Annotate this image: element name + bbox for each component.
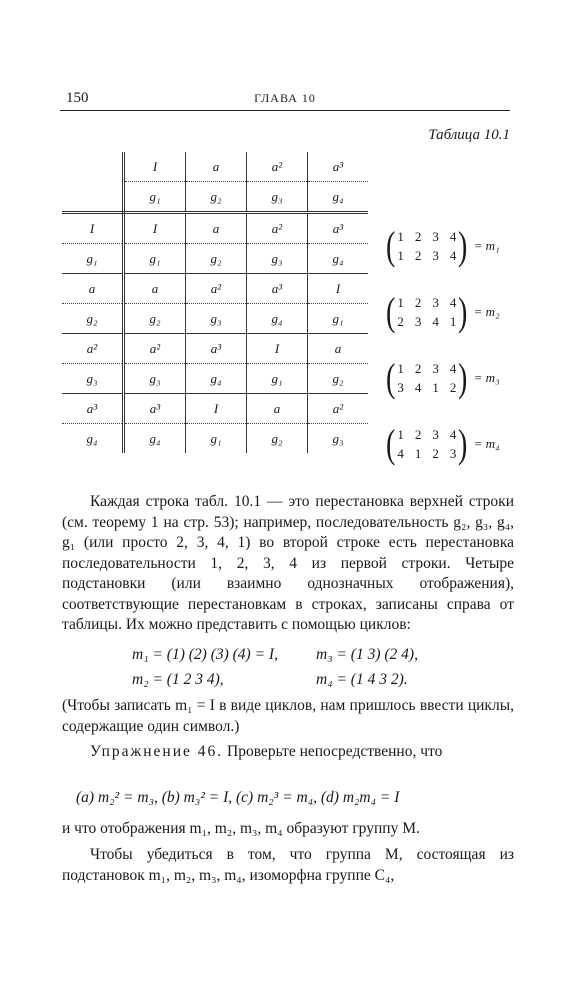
table-cell: g₄ — [186, 364, 247, 394]
page-header — [60, 88, 510, 111]
table-caption: Таблица 10.1 — [428, 127, 510, 143]
permutation-entry: 1 — [414, 445, 422, 461]
table-row-label: a — [62, 274, 124, 304]
permutation-row-top — [397, 361, 456, 377]
permutation-name: = m₁ — [473, 238, 500, 253]
table-row-label: a² — [62, 334, 124, 364]
right-paren: ) — [458, 223, 468, 268]
permutation-matrix — [384, 289, 500, 334]
table-cell: g₁ — [247, 364, 308, 394]
exercise-conclusion: и что отображения m₁, m₂, m₃, m₄ образуют группу M. — [62, 820, 420, 837]
permutation-rows — [397, 229, 456, 264]
table-cell: g₁ — [124, 244, 186, 274]
table-header-cell: g₄ — [308, 182, 369, 213]
table-cell: g₂ — [124, 304, 186, 334]
permutation-entry: 4 — [449, 228, 457, 244]
permutation-row-top — [397, 427, 456, 443]
table-cell: a² — [124, 334, 186, 364]
permutation-matrix — [384, 223, 500, 268]
table-header-row-bottom — [62, 182, 368, 213]
table-cell: g₃ — [247, 244, 308, 274]
paragraph-1: Каждая строка табл. 10.1 — это перестановка верхней строки (см. теорему 1 на стр. 53); например, последовательность g₂, g₃, g₄, g₁ (или просто 2, 3, 4, 1) во второй строке есть перестановка последовательности 1, 2, 3, 4 из первой строки. Четыре подстановки (или взаимно однозначных отображения), соответствующие перестановкам в строках, записаны справа от таблицы. Их можно представить с помощью циклов: — [62, 493, 514, 633]
permutation-matrix — [384, 355, 500, 400]
table-cell: I — [247, 334, 308, 364]
permutation-entry: 2 — [397, 313, 404, 329]
table-cell: g₁ — [186, 424, 247, 454]
permutation-entry: 3 — [449, 445, 457, 461]
left-paren: ( — [385, 289, 396, 334]
permutation-matrix — [384, 421, 500, 466]
permutation-entry: 1 — [397, 247, 404, 263]
permutation-entry: 1 — [397, 228, 404, 244]
permutation-entry: 2 — [414, 360, 422, 376]
formula-m2: m₂ = (1 2 3 4), — [132, 671, 224, 688]
permutation-entry: 4 — [449, 247, 457, 263]
permutation-entry: 4 — [449, 426, 457, 442]
table-row-bottom — [62, 304, 368, 334]
table-cell: a² — [247, 213, 308, 244]
table-row-label: g₃ — [62, 364, 124, 394]
formula-m3: m₃ = (1 3) (2 4), — [316, 646, 418, 663]
table-cell: a — [124, 274, 186, 304]
group-table — [62, 152, 368, 453]
right-paren: ) — [458, 355, 468, 400]
table-header-row-top — [62, 152, 368, 182]
table-cell: a — [247, 394, 308, 424]
permutation-entry: 4 — [414, 379, 422, 395]
table-cell: g₂ — [308, 364, 369, 394]
table-cell: I — [186, 394, 247, 424]
permutation-entry: 3 — [432, 360, 439, 376]
permutation-entry: 2 — [449, 379, 457, 395]
table-cell: g₄ — [308, 244, 369, 274]
table-row-bottom — [62, 424, 368, 454]
table-row-top — [62, 334, 368, 364]
permutation-entry: 3 — [414, 313, 422, 329]
table-header-cell: g₃ — [247, 182, 308, 213]
table-cell: a³ — [247, 274, 308, 304]
permutation-entry: 2 — [414, 426, 422, 442]
permutation-rows — [397, 295, 456, 330]
permutation-rows — [397, 427, 456, 462]
paragraph-3: Чтобы убедиться в том, что группа M, состоящая из подстановок m₁, m₂, m₃, m₄, изоморфна группе C₄, — [62, 846, 514, 884]
table-header-cell: I — [124, 152, 186, 182]
permutation-entry: 3 — [432, 426, 439, 442]
table-row-label: a³ — [62, 394, 124, 424]
permutation-entry: 1 — [432, 379, 439, 395]
permutation-entry: 2 — [414, 228, 422, 244]
table-cell: g₂ — [186, 244, 247, 274]
table-cell: g₄ — [124, 424, 186, 454]
table-cell: a — [186, 213, 247, 244]
permutation-entry: 2 — [414, 247, 422, 263]
table-cell: g₃ — [332, 430, 344, 446]
table-row-label: g₂ — [62, 304, 124, 334]
permutation-name: = m₂ — [473, 304, 500, 319]
permutation-entry: 1 — [397, 426, 404, 442]
right-paren: ) — [458, 421, 468, 466]
permutation-name: = m₃ — [473, 370, 500, 385]
table-corner-cell — [62, 152, 124, 182]
left-paren: ( — [385, 421, 396, 466]
permutation-row-bottom — [397, 314, 456, 330]
permutation-entry: 2 — [414, 294, 422, 310]
left-paren: ( — [385, 223, 396, 268]
permutation-entry: 1 — [397, 360, 404, 376]
permutation-name: = m₄ — [473, 436, 500, 451]
table-cell: a² — [308, 394, 369, 424]
table-cell: g₃ — [124, 364, 186, 394]
permutation-rows — [397, 361, 456, 396]
table-cell: a² — [186, 274, 247, 304]
table-header-cell: a² — [247, 152, 308, 182]
table-header-cell: a — [186, 152, 247, 182]
table-row-top — [62, 274, 368, 304]
table-header-cell: g₁ — [124, 182, 186, 213]
permutation-entry: 4 — [449, 360, 457, 376]
permutation-entry: 4 — [432, 313, 439, 329]
permutation-row-bottom — [397, 446, 456, 462]
exercise-label: Упражнение 46. — [90, 743, 224, 760]
table-cell: a³ — [308, 213, 369, 244]
permutation-entry: 3 — [432, 247, 439, 263]
left-paren: ( — [385, 355, 396, 400]
table-row-top — [62, 394, 368, 424]
permutation-entry: 1 — [397, 294, 404, 310]
table-header-cell: g₂ — [186, 182, 247, 213]
permutation-entry: 3 — [432, 228, 439, 244]
formula-m1: m₁ = (1) (2) (3) (4) = I, — [132, 646, 278, 663]
exercise-46 — [62, 742, 514, 763]
table-cell: g₄ — [247, 304, 308, 334]
exercise-text: Проверьте непосредственно, что — [227, 743, 443, 760]
table-corner-cell — [62, 182, 124, 213]
table-cell: a³ — [124, 394, 186, 424]
permutation-entry: 3 — [432, 294, 439, 310]
table-row-label: g₄ — [62, 424, 124, 454]
permutation-entry: 2 — [432, 445, 439, 461]
permutation-entry: 1 — [449, 313, 457, 329]
table-header-cell: a³ — [308, 152, 369, 182]
table-row-bottom — [62, 364, 368, 394]
permutation-entry: 4 — [397, 445, 404, 461]
table-row-label: g₁ — [62, 244, 124, 274]
permutation-row-top — [397, 229, 456, 245]
exercise-parts: (a) m₂² = m₃, (b) m₃² = I, (c) m₂³ = m₄, (d) m₂m₄ = I — [76, 789, 400, 806]
permutation-entry: 4 — [449, 294, 457, 310]
permutation-row-bottom — [397, 248, 456, 264]
permutation-row-bottom — [397, 380, 456, 396]
table-cell: I — [308, 274, 369, 304]
right-paren: ) — [458, 289, 468, 334]
page-number: 150 — [66, 90, 89, 106]
chapter-title: ГЛАВА 10 — [254, 91, 316, 105]
formula-m4: m₄ = (1 4 3 2). — [316, 671, 408, 688]
table-cell: a — [308, 334, 369, 364]
table-cell: g₂ — [247, 424, 308, 454]
table-cell: g₁ — [308, 304, 369, 334]
table-row-top — [62, 213, 368, 244]
table-cell: I — [124, 213, 186, 244]
paragraph-2: (Чтобы записать m₁ = I в виде циклов, нам пришлось ввести циклы, содержащие один символ.) — [62, 697, 514, 735]
table-cell: g₃ — [186, 304, 247, 334]
table-row-label: I — [62, 213, 124, 244]
permutation-row-top — [397, 295, 456, 311]
table-row-bottom — [62, 244, 368, 274]
table-cell: a³ — [186, 334, 247, 364]
permutation-entry: 3 — [397, 379, 404, 395]
